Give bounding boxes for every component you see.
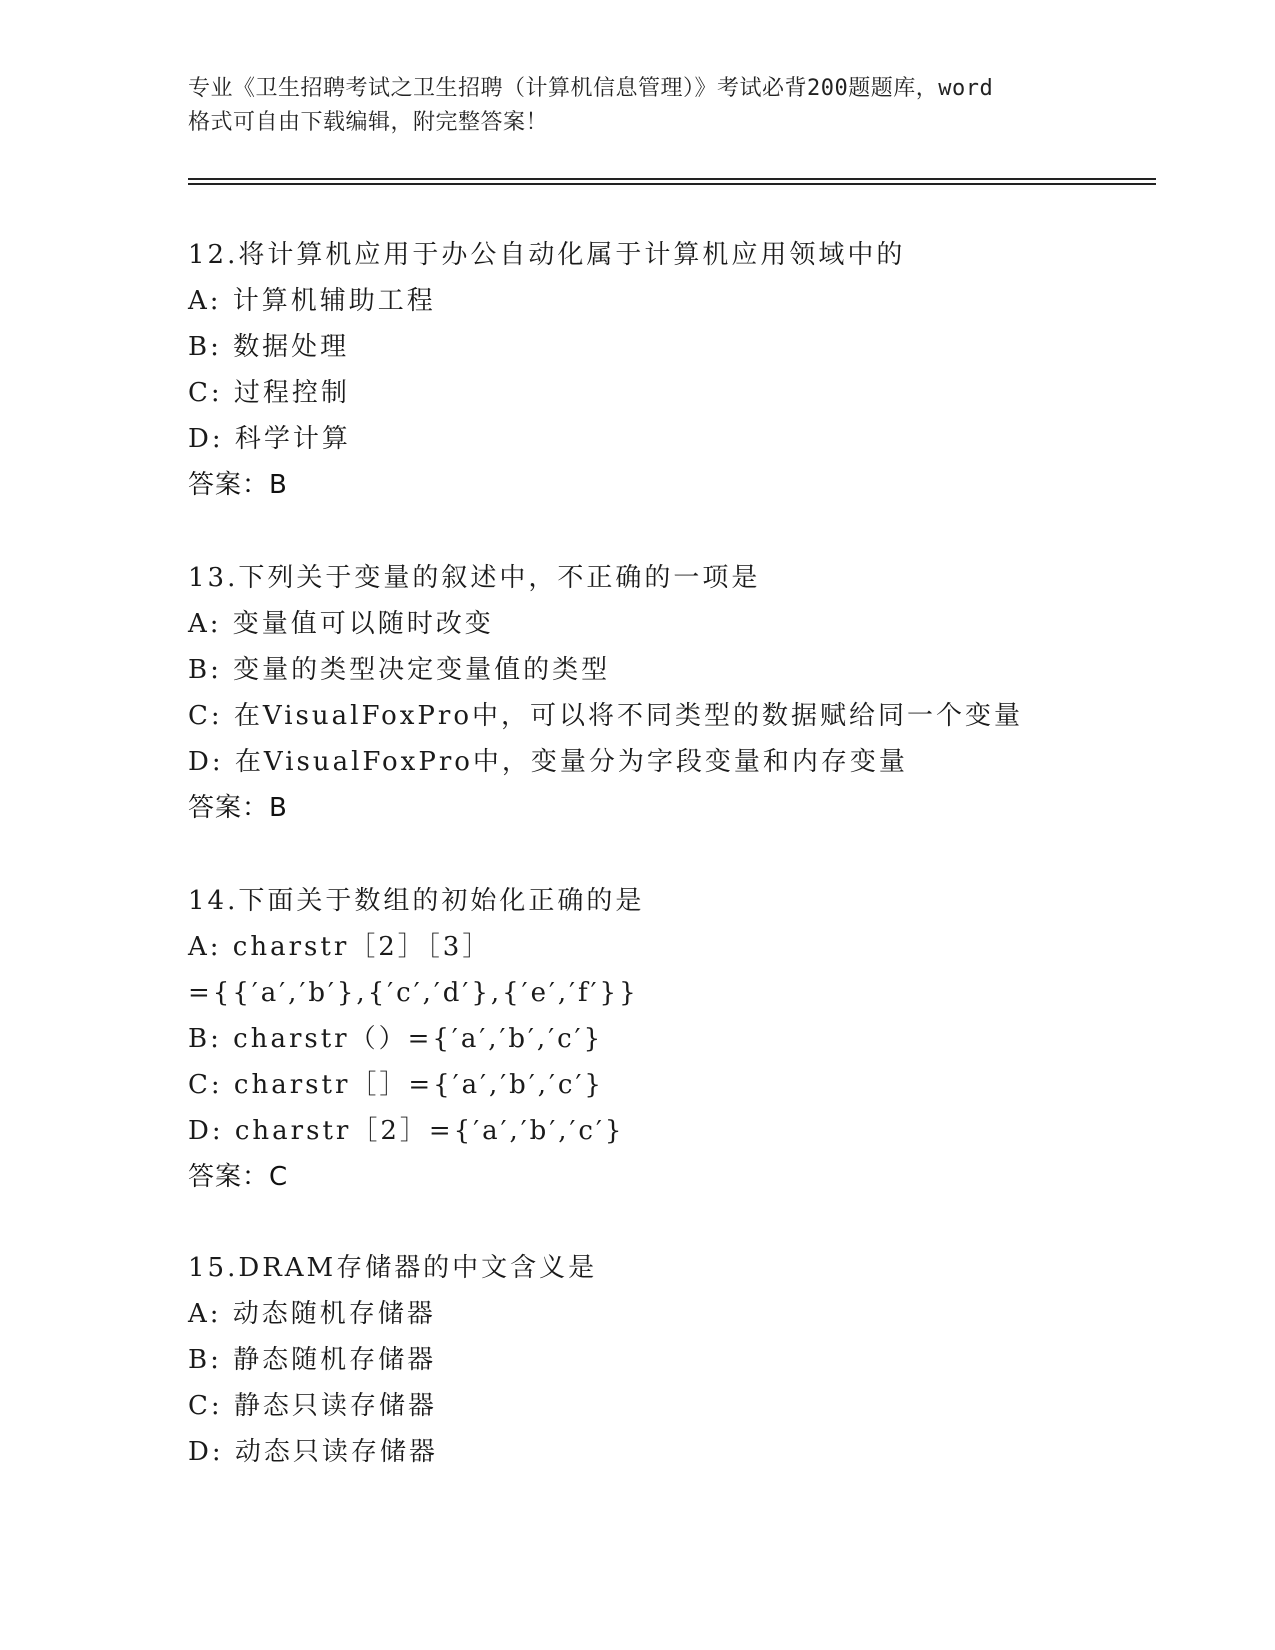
- option-d: D: charstr［2］={′a′,′b′,′c′}: [188, 1116, 625, 1146]
- question-12: [188, 232, 1148, 508]
- header-title-line-1: 专业《卫生招聘考试之卫生招聘（计算机信息管理）》考试必背200题题库，word: [188, 76, 994, 101]
- option-a: A: 变量值可以随时改变: [188, 609, 494, 639]
- question-14: [188, 878, 1148, 1200]
- option-d: D: 动态只读存储器: [188, 1437, 438, 1467]
- option-c: C: charstr［］={′a′,′b′,′c′}: [188, 1070, 604, 1100]
- header-title-line-2: 格式可自由下载编辑，附完整答案！: [188, 110, 549, 135]
- question-13: [188, 555, 1148, 831]
- option-d: D: 科学计算: [188, 424, 351, 454]
- option-a: A: charstr［2］［3］: [188, 932, 492, 962]
- answer-label: 答案：C: [188, 1162, 289, 1192]
- header-divider-top: [188, 178, 1156, 180]
- option-b: B: charstr（）={′a′,′b′,′c′}: [188, 1024, 604, 1054]
- header-divider-bottom: [188, 183, 1156, 185]
- document-header: [188, 72, 1088, 140]
- option-c: C: 静态只读存储器: [188, 1391, 437, 1421]
- option-b: B: 变量的类型决定变量值的类型: [188, 655, 611, 685]
- question-stem: 15.DRAM存储器的中文含义是: [188, 1253, 598, 1283]
- answer-label: 答案：B: [188, 470, 288, 500]
- question-stem: 12.将计算机应用于办公自动化属于计算机应用领域中的: [188, 240, 906, 270]
- option-d: D: 在VisualFoxPro中，变量分为字段变量和内存变量: [188, 747, 908, 777]
- option-b: B: 数据处理: [188, 332, 350, 362]
- answer-label: 答案：B: [188, 793, 288, 823]
- option-c: C: 在VisualFoxPro中，可以将不同类型的数据赋给同一个变量: [188, 701, 1023, 731]
- option-a: A: 计算机辅助工程: [188, 286, 436, 316]
- question-stem: 13.下列关于变量的叙述中，不正确的一项是: [188, 563, 761, 593]
- option-a: A: 动态随机存储器: [188, 1299, 436, 1329]
- option-b: B: 静态随机存储器: [188, 1345, 437, 1375]
- option-a-continued: ={{′a′,′b′},{′c′,′d′},{′e′,′f′}}: [188, 978, 639, 1008]
- option-c: C: 过程控制: [188, 378, 350, 408]
- question-15: [188, 1245, 1148, 1475]
- question-stem: 14.下面关于数组的初始化正确的是: [188, 886, 645, 916]
